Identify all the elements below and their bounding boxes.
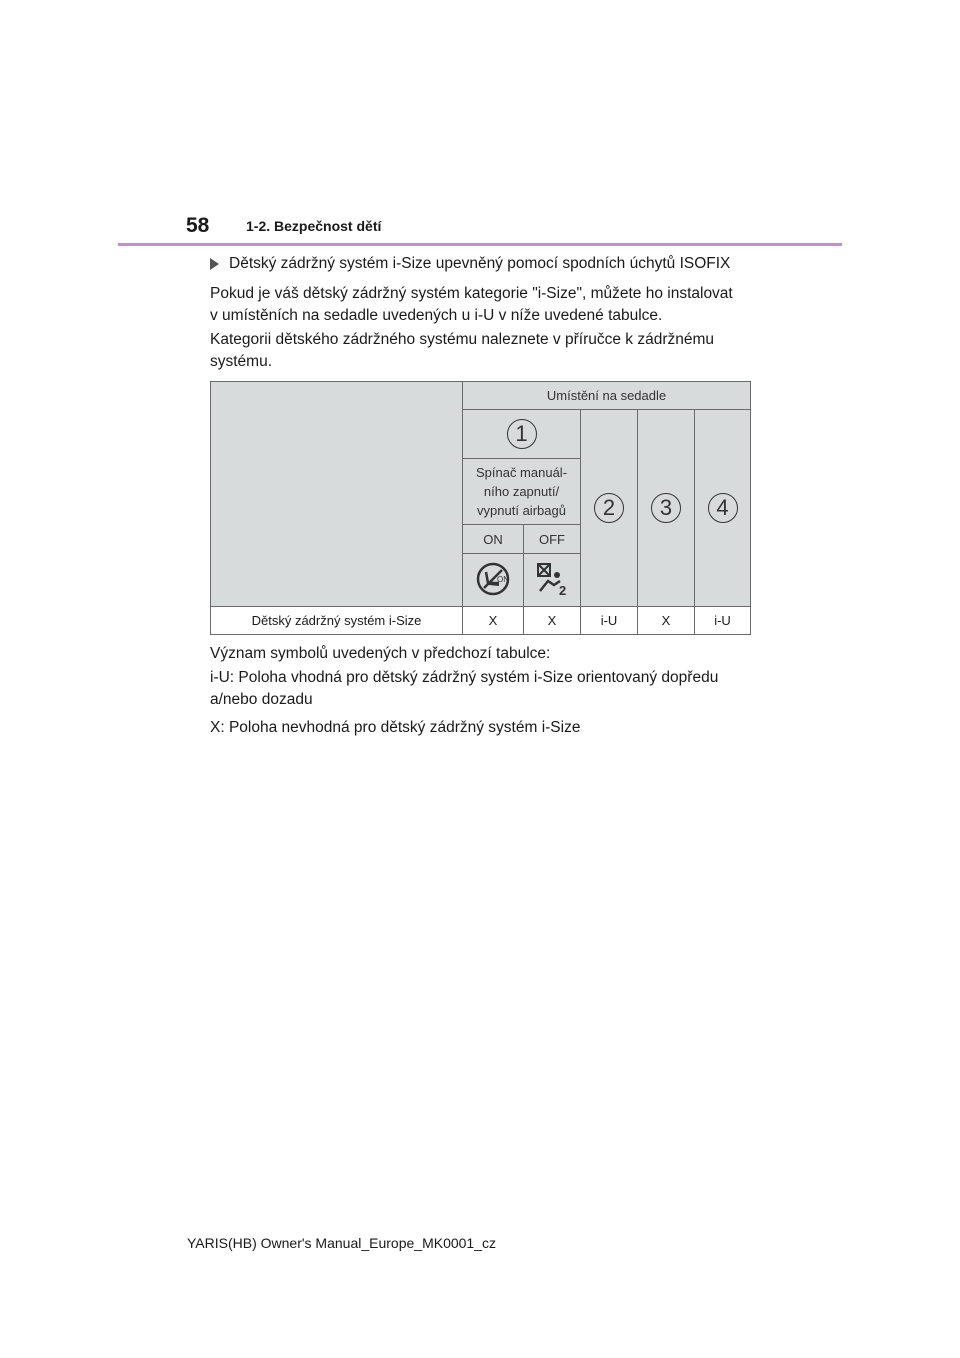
seat-1-cell xyxy=(463,410,581,459)
airbag-on-symbol-cell xyxy=(463,554,524,607)
legend-iu xyxy=(210,667,790,711)
row-value-1: X xyxy=(463,607,524,635)
seat-position-header: Umístění na sedadle xyxy=(463,382,751,410)
seat-4-cell xyxy=(695,410,751,607)
bullet-heading xyxy=(210,255,730,273)
seat-number-4: 4 xyxy=(708,493,738,523)
on-cell: ON xyxy=(463,525,524,554)
passenger-airbag-on-icon xyxy=(475,561,511,597)
passenger-airbag-off-icon xyxy=(532,561,572,597)
paragraph-2 xyxy=(210,329,770,373)
row-value-4: X xyxy=(638,607,695,635)
airbag-switch-label-line-2: ního zapnutí/ xyxy=(483,484,560,499)
paragraph-1-line-1: Pokud je váš dětský zádržný systém kategorie "i-Size", můžete ho instalovat xyxy=(210,285,733,302)
page-number: 58 xyxy=(186,214,210,237)
seat-3-cell xyxy=(638,410,695,607)
bullet-text: Dětský zádržný systém i-Size upevněný pomocí spodních úchytů ISOFIX xyxy=(229,255,731,272)
paragraph-2-line-2: systému. xyxy=(210,353,273,370)
paragraph-1 xyxy=(210,283,770,327)
airbag-switch-label xyxy=(463,463,580,520)
airbag-switch-label-line-1: Spínač manuál- xyxy=(475,465,568,480)
legend-iu-line-1: i-U: Poloha vhodná pro dětský zádržný systém i-Size orientovaný dopředu xyxy=(210,669,719,686)
seat-number-1: 1 xyxy=(507,419,537,449)
header-rule xyxy=(118,243,842,246)
legend-iu-line-2: a/nebo dozadu xyxy=(210,691,313,708)
row-value-3: i-U xyxy=(581,607,638,635)
table-corner-cell xyxy=(211,382,463,607)
svg-text:ON: ON xyxy=(497,574,509,584)
svg-text:2: 2 xyxy=(559,582,567,597)
page-footer: YARIS(HB) Owner's Manual_Europe_MK0001_cz xyxy=(187,1235,496,1251)
paragraph-2-line-1: Kategorii dětského zádržného systému naleznete v příručce k zádržnému xyxy=(210,331,715,348)
airbag-switch-label-line-3: vypnutí airbagů xyxy=(477,503,566,518)
seat-position-table xyxy=(210,381,751,635)
airbag-off-symbol-cell xyxy=(524,554,581,607)
airbag-switch-cell xyxy=(463,459,581,525)
row-value-5: i-U xyxy=(695,607,751,635)
off-cell: OFF xyxy=(524,525,581,554)
section-title: 1-2. Bezpečnost dětí xyxy=(246,218,382,234)
seat-number-2: 2 xyxy=(594,493,624,523)
row-label: Dětský zádržný systém i-Size xyxy=(211,607,463,635)
seat-number-3: 3 xyxy=(651,493,681,523)
triangle-bullet-icon xyxy=(210,258,219,270)
paragraph-1-line-2: v umístěních na sedadle uvedených u i-U v níže uvedené tabulce. xyxy=(210,307,663,324)
legend-title: Význam symbolů uvedených v předchozí tabulce: xyxy=(210,645,551,662)
row-value-2: X xyxy=(524,607,581,635)
seat-2-cell xyxy=(581,410,638,607)
legend-x: X: Poloha nevhodná pro dětský zádržný systém i-Size xyxy=(210,719,581,736)
